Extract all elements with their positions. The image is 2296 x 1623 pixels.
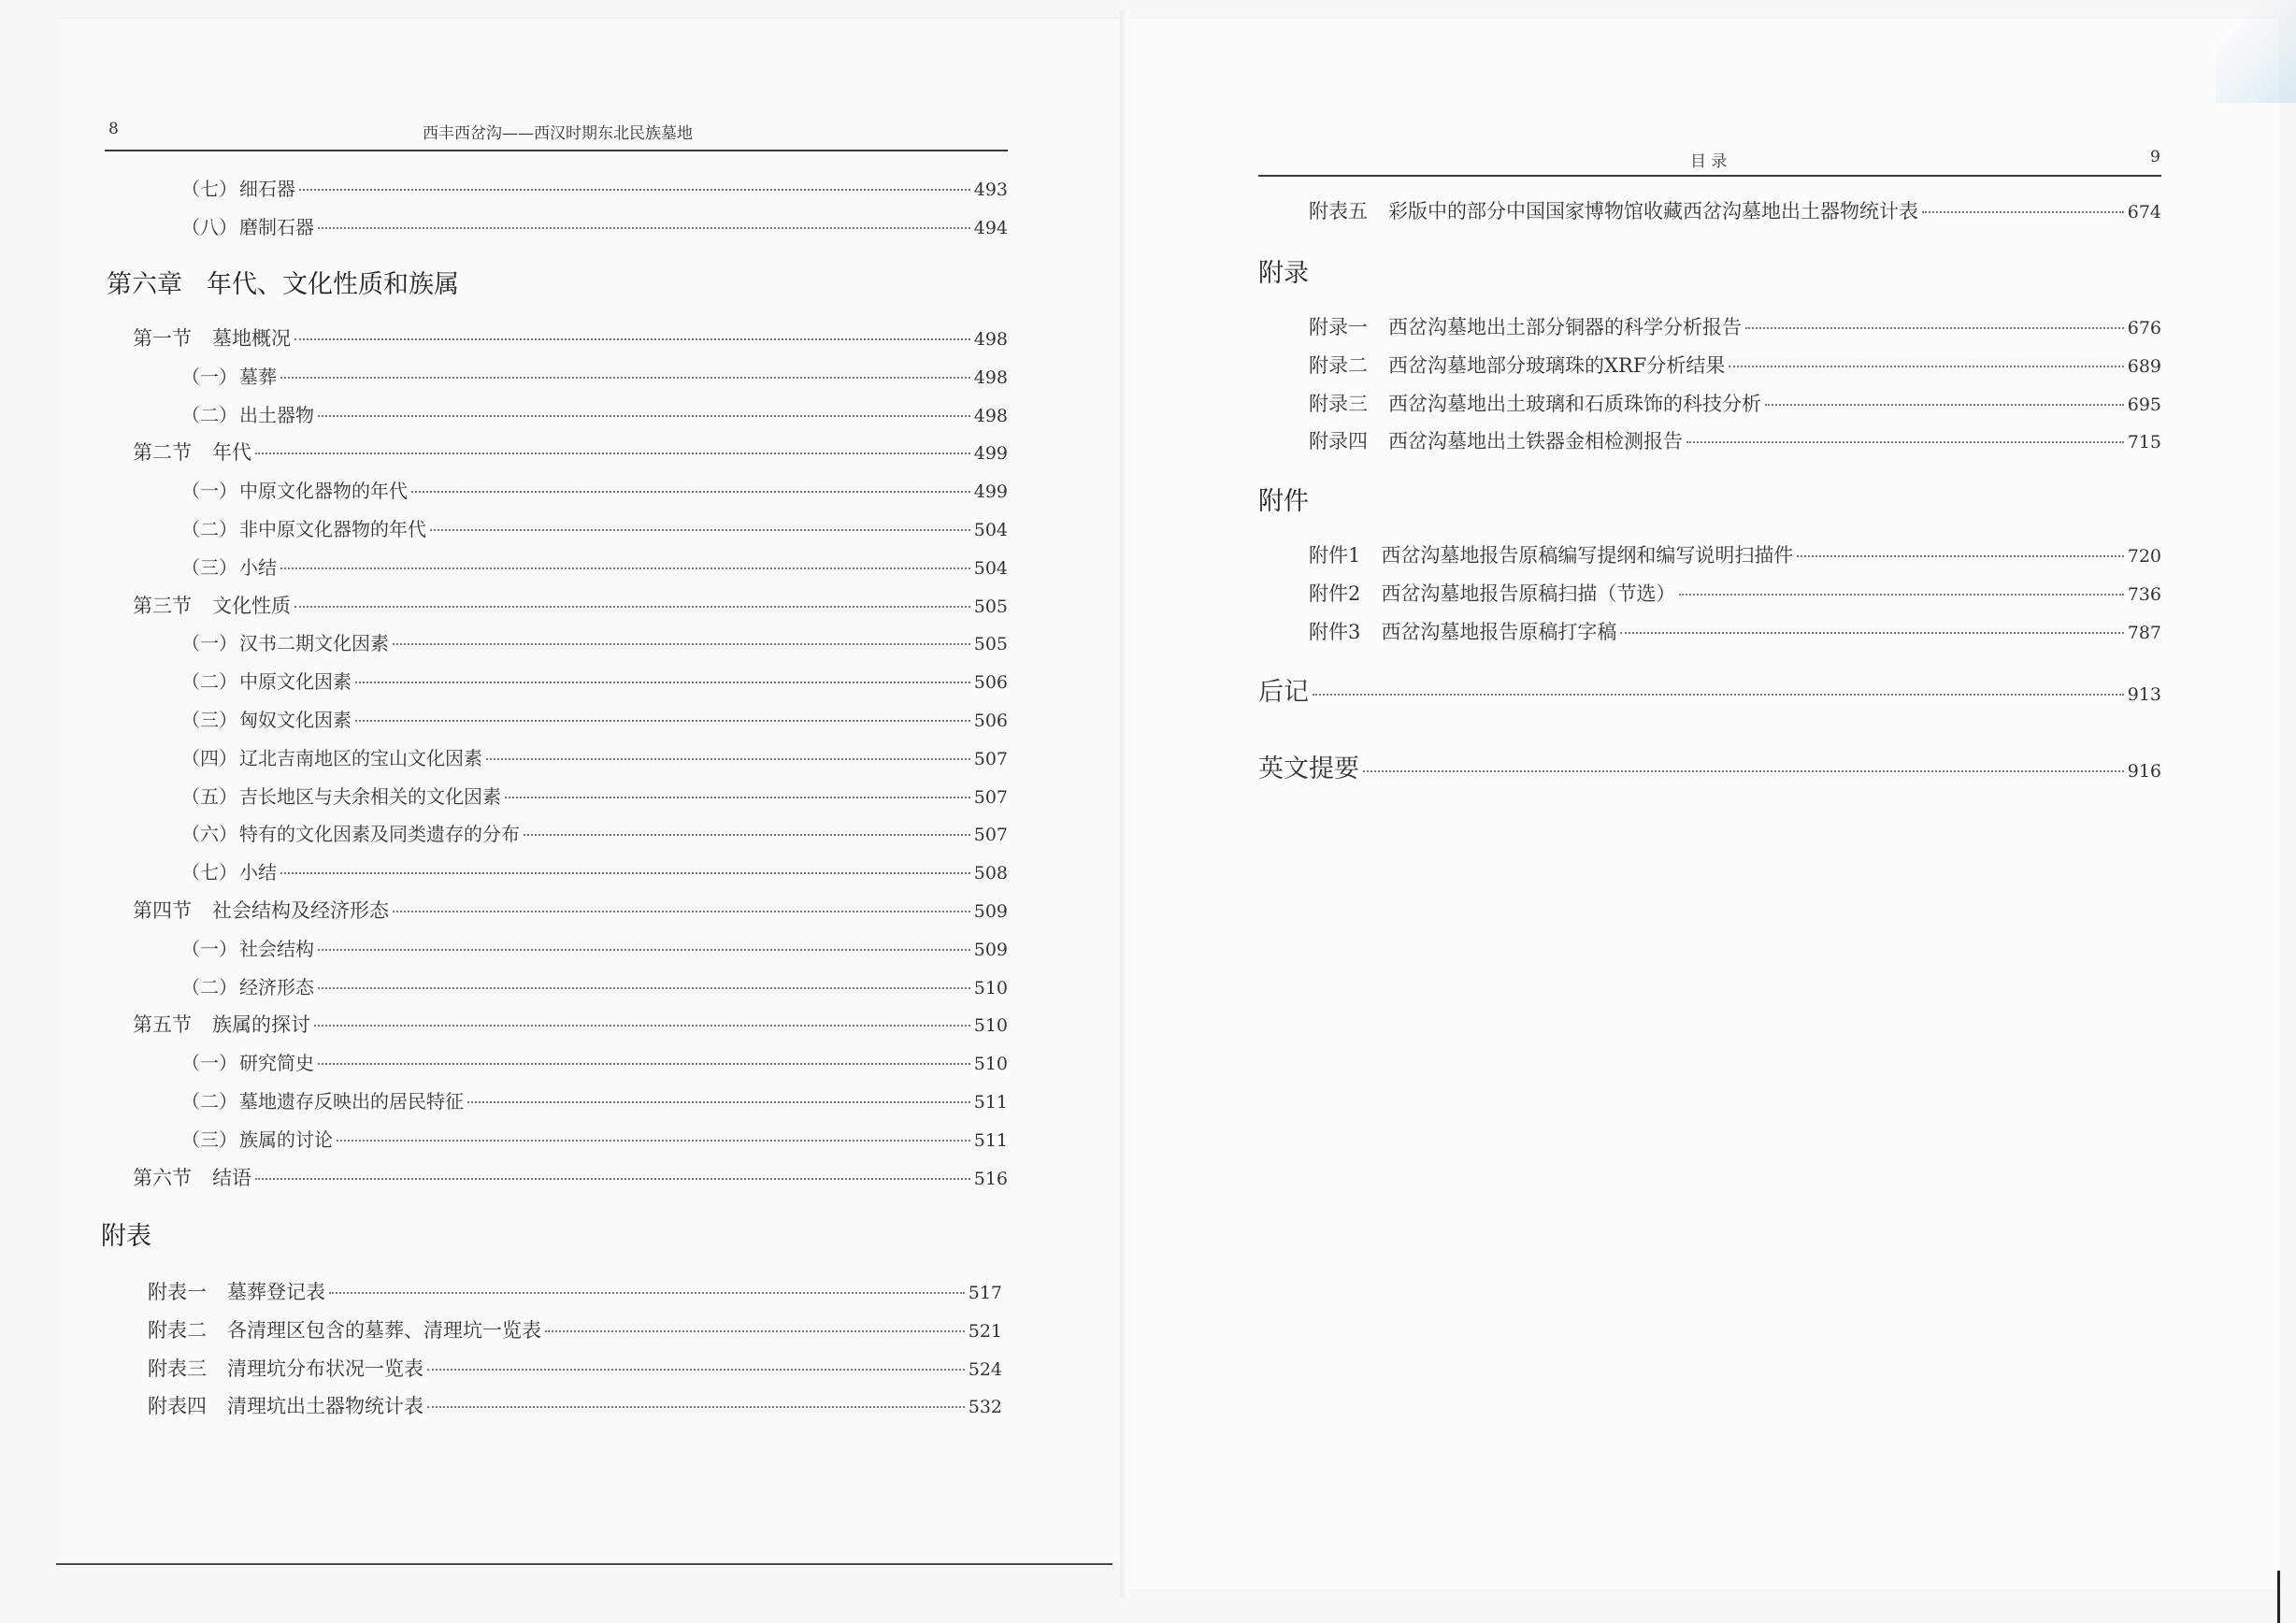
entry-title: 墓葬 xyxy=(239,365,277,388)
entry-number: （六） xyxy=(181,823,237,846)
entry-title: 西岔沟墓地部分玻璃珠的XRF分析结果 xyxy=(1388,353,1726,377)
toc-entry[interactable] xyxy=(1309,426,2161,454)
entry-title: 年代 xyxy=(212,441,251,465)
entry-title: 匈奴文化因素 xyxy=(239,709,352,731)
toc-section[interactable] xyxy=(133,1163,1008,1191)
dot-leader xyxy=(318,1063,970,1065)
toc-entry[interactable] xyxy=(148,1391,1002,1419)
toc-entry[interactable] xyxy=(181,972,1008,999)
toc-entry[interactable] xyxy=(148,1315,1002,1343)
toc-entry[interactable] xyxy=(1309,389,2161,417)
entry-page-number: 517 xyxy=(968,1283,1002,1303)
entry-page-number: 736 xyxy=(2127,583,2161,605)
entry-page-number: 511 xyxy=(973,1092,1008,1113)
entry-title: 非中原文化器物的年代 xyxy=(239,518,426,540)
entry-title: 社会结构及经济形态 xyxy=(212,899,389,922)
dot-leader xyxy=(294,338,970,340)
entry-page-number: 508 xyxy=(973,863,1008,884)
entry-title: 小结 xyxy=(239,861,277,884)
entry-page-number: 510 xyxy=(973,1015,1008,1037)
dot-leader xyxy=(280,567,970,569)
entry-page-number: 507 xyxy=(973,786,1008,808)
entry-number: 附表二 xyxy=(148,1318,207,1342)
toc-entry[interactable] xyxy=(181,1125,1008,1152)
page-bottom-edge xyxy=(56,1563,1112,1565)
toc-entry[interactable] xyxy=(1309,351,2161,379)
toc-entry[interactable] xyxy=(181,667,1008,694)
entry-number: 附表一 xyxy=(148,1281,207,1303)
toc-entry[interactable] xyxy=(181,628,1008,655)
dot-leader xyxy=(1797,555,2123,557)
right-page-number: 9 xyxy=(2150,148,2160,166)
entry-page-number: 913 xyxy=(2127,684,2161,705)
entry-number: 第一节 xyxy=(133,327,192,350)
dot-leader xyxy=(280,872,970,874)
entry-number: （二） xyxy=(181,670,237,694)
entry-page-number: 509 xyxy=(973,939,1008,960)
dot-leader xyxy=(1765,404,2124,406)
appendix-tables-heading: 附表 xyxy=(101,1222,151,1251)
entry-title: 西岔沟墓地报告原稿编写提纲和编写说明扫描件 xyxy=(1381,544,1794,567)
entry-page-number: 509 xyxy=(973,901,1008,922)
toc-entry[interactable] xyxy=(1309,579,2161,607)
entry-page-number: 510 xyxy=(973,1054,1008,1075)
toc-entry[interactable] xyxy=(181,400,1008,427)
entry-title: 西岔沟墓地出土部分铜器的科学分析报告 xyxy=(1388,316,1742,338)
entry-page-number: 720 xyxy=(2127,546,2161,567)
left-header-rule xyxy=(105,150,1008,151)
entry-title: 研究简史 xyxy=(239,1052,314,1075)
toc-entry[interactable] xyxy=(181,934,1008,961)
chapter-title: 年代、文化性质和族属 xyxy=(207,270,459,299)
entry-number: （三） xyxy=(181,555,237,579)
entry-number: 第五节 xyxy=(133,1013,192,1037)
entry-title: 细石器 xyxy=(239,178,295,200)
entry-number: 第三节 xyxy=(133,594,192,617)
entry-page-number: 715 xyxy=(2127,432,2161,453)
dot-leader xyxy=(318,415,970,417)
scan-corner-shade xyxy=(2216,0,2296,103)
toc-entry[interactable] xyxy=(181,857,1008,884)
entry-number: （五） xyxy=(181,784,237,808)
entry-title: 西岔沟墓地报告原稿扫描（节选） xyxy=(1381,582,1676,605)
dot-leader xyxy=(355,682,970,683)
toc-entry[interactable] xyxy=(1309,540,2161,568)
entry-number: 附表四 xyxy=(148,1395,207,1418)
toc-section[interactable] xyxy=(133,896,1008,924)
entry-title: 文化性质 xyxy=(212,594,291,617)
dot-leader xyxy=(1620,632,2123,634)
dot-leader xyxy=(314,1025,970,1027)
dot-leader xyxy=(318,227,970,229)
toc-entry[interactable] xyxy=(1309,617,2161,645)
entry-page-number: 498 xyxy=(973,405,1008,426)
dot-leader xyxy=(393,643,970,645)
toc-entry[interactable] xyxy=(181,514,1008,541)
entry-page-number: 504 xyxy=(973,520,1008,540)
entry-page-number: 689 xyxy=(2127,355,2161,377)
entry-title: 西岔沟墓地报告原稿打字稿 xyxy=(1381,620,1617,643)
entry-title: 汉书二期文化因素 xyxy=(239,632,389,655)
dot-leader xyxy=(524,834,970,836)
entry-title: 西岔沟墓地出土玻璃和石质珠饰的科技分析 xyxy=(1388,392,1761,415)
postscript-entry[interactable] xyxy=(1258,671,2161,708)
entry-number: 附件2 xyxy=(1309,582,1361,605)
toc-entry[interactable] xyxy=(1309,196,2161,224)
entry-number: 附录一 xyxy=(1309,316,1368,338)
entry-page-number: 494 xyxy=(973,218,1008,238)
dot-leader xyxy=(1922,211,2124,213)
entry-title: 社会结构 xyxy=(239,937,314,960)
entry-title: 清理坑分布状况一览表 xyxy=(227,1357,423,1380)
dot-leader xyxy=(299,189,970,191)
dot-leader xyxy=(318,949,970,951)
entry-page-number: 493 xyxy=(973,180,1008,200)
toc-entry[interactable] xyxy=(181,174,1008,201)
right-header-rule xyxy=(1258,175,2161,177)
entry-number: （一） xyxy=(181,937,237,960)
toc-entry[interactable] xyxy=(181,705,1008,732)
entry-title: 后记 xyxy=(1258,678,1309,707)
dot-leader xyxy=(393,911,970,912)
entry-number: 附录三 xyxy=(1309,392,1368,415)
dot-leader xyxy=(329,1292,965,1294)
dot-leader xyxy=(545,1330,965,1332)
toc-entry[interactable] xyxy=(181,212,1008,239)
entry-title: 中原文化因素 xyxy=(239,670,352,694)
dot-leader xyxy=(486,758,970,760)
dot-leader xyxy=(427,1369,965,1371)
entry-page-number: 676 xyxy=(2127,318,2161,338)
toc-section[interactable] xyxy=(133,1010,1008,1038)
entry-title: 族属的探讨 xyxy=(212,1013,310,1037)
entry-title: 墓地遗存反映出的居民特征 xyxy=(239,1090,464,1113)
entry-title: 经济形态 xyxy=(239,975,314,998)
entry-number: （一） xyxy=(181,632,237,655)
entry-number: 附件1 xyxy=(1309,544,1361,567)
entry-title: 吉长地区与夫余相关的文化因素 xyxy=(239,784,501,808)
toc-entry[interactable] xyxy=(181,743,1008,770)
entry-number: 附表五 xyxy=(1309,200,1368,223)
dot-leader xyxy=(505,797,970,798)
entry-page-number: 505 xyxy=(973,634,1008,655)
entry-number: （七） xyxy=(181,178,237,200)
entry-page-number: 532 xyxy=(968,1397,1002,1418)
entry-number: 第四节 xyxy=(133,899,192,922)
entry-page-number: 674 xyxy=(2127,202,2161,223)
left-running-head: 西丰西岔沟——西汉时期东北民族墓地 xyxy=(423,124,693,143)
entry-number: （三） xyxy=(181,709,237,731)
entry-title: 特有的文化因素及同类遗存的分布 xyxy=(239,823,520,846)
entry-title: 出土器物 xyxy=(239,403,314,426)
toc-section[interactable] xyxy=(133,323,1008,352)
entry-page-number: 498 xyxy=(973,366,1008,388)
entry-page-number: 499 xyxy=(973,481,1008,503)
toc-section[interactable] xyxy=(133,591,1008,619)
entry-page-number: 506 xyxy=(973,672,1008,694)
entry-page-number: 505 xyxy=(973,596,1008,617)
entry-number: 附录二 xyxy=(1309,353,1368,377)
dot-leader xyxy=(1679,594,2123,596)
toc-entry[interactable] xyxy=(1309,312,2161,340)
entry-number: （三） xyxy=(181,1127,237,1151)
entry-page-number: 507 xyxy=(973,825,1008,846)
toc-entry[interactable] xyxy=(181,782,1008,809)
dot-leader xyxy=(1363,770,2124,772)
dot-leader xyxy=(467,1101,970,1103)
toc-entry[interactable] xyxy=(181,819,1008,846)
entry-number: （二） xyxy=(181,518,237,540)
dot-leader xyxy=(1686,441,2124,443)
entry-title: 彩版中的部分中国国家博物馆收藏西岔沟墓地出土器物统计表 xyxy=(1388,200,1918,223)
entry-title: 英文提要 xyxy=(1258,754,1359,783)
dot-leader xyxy=(427,1406,965,1408)
dot-leader xyxy=(1745,327,2124,329)
entry-number: 第六节 xyxy=(133,1166,192,1189)
entry-title: 西岔沟墓地出土铁器金相检测报告 xyxy=(1388,430,1683,453)
entry-title: 墓地概况 xyxy=(212,327,291,350)
entry-title: 辽北吉南地区的宝山文化因素 xyxy=(239,746,482,769)
entry-number: （七） xyxy=(181,861,237,884)
dot-leader xyxy=(294,606,970,608)
dot-leader xyxy=(1729,366,2123,367)
right-running-head: 目 录 xyxy=(1690,152,1728,171)
entry-number: 附表三 xyxy=(148,1357,207,1380)
entry-title: 各清理区包含的墓葬、清理坑一览表 xyxy=(227,1318,541,1342)
entry-page-number: 499 xyxy=(973,443,1008,465)
entry-page-number: 507 xyxy=(973,748,1008,769)
dot-leader xyxy=(318,987,970,989)
toc-entry[interactable] xyxy=(148,1354,1002,1382)
entry-page-number: 510 xyxy=(973,977,1008,998)
attachments-heading: 附件 xyxy=(1258,487,1309,516)
entry-page-number: 504 xyxy=(973,557,1008,579)
scan-edge-mark xyxy=(2277,1571,2280,1623)
entry-title: 结语 xyxy=(212,1166,251,1189)
dot-leader xyxy=(337,1140,970,1142)
left-page-number: 8 xyxy=(108,120,119,138)
entry-title: 磨制石器 xyxy=(239,216,314,238)
entry-title: 族属的讨论 xyxy=(239,1127,333,1151)
entry-number: （二） xyxy=(181,975,237,998)
entry-number: （一） xyxy=(181,1052,237,1075)
entry-title: 清理坑出土器物统计表 xyxy=(227,1395,423,1418)
entry-title: 墓葬登记表 xyxy=(227,1281,325,1303)
dot-leader xyxy=(280,377,970,379)
chapter-heading[interactable] xyxy=(107,264,459,300)
toc-section[interactable] xyxy=(133,438,1008,466)
toc-entry[interactable] xyxy=(181,1048,1008,1075)
chapter-number: 第六章 xyxy=(107,270,182,299)
entry-number: （八） xyxy=(181,216,237,238)
entry-page-number: 511 xyxy=(973,1129,1008,1151)
toc-entry[interactable] xyxy=(181,1086,1008,1113)
dot-leader xyxy=(255,1178,970,1180)
entry-page-number: 498 xyxy=(973,329,1008,350)
english-abstract-entry[interactable] xyxy=(1258,748,2161,784)
entry-number: （一） xyxy=(181,480,237,503)
entry-title: 小结 xyxy=(239,555,277,579)
appendix-records-heading: 附录 xyxy=(1258,259,1309,288)
entry-title: 中原文化器物的年代 xyxy=(239,480,408,503)
entry-page-number: 506 xyxy=(973,711,1008,731)
entry-number: 附录四 xyxy=(1309,430,1368,453)
entry-page-number: 916 xyxy=(2127,761,2161,782)
dot-leader xyxy=(411,491,970,493)
entry-page-number: 524 xyxy=(968,1358,1002,1380)
book-gutter xyxy=(1120,9,1129,1599)
toc-entry[interactable] xyxy=(181,476,1008,503)
toc-entry[interactable] xyxy=(181,553,1008,580)
dot-leader xyxy=(430,529,970,531)
entry-page-number: 787 xyxy=(2127,622,2161,643)
dot-leader xyxy=(355,720,970,722)
entry-number: 第二节 xyxy=(133,441,192,465)
toc-entry[interactable] xyxy=(148,1277,1002,1305)
entry-number: （二） xyxy=(181,1090,237,1113)
entry-page-number: 516 xyxy=(973,1168,1008,1189)
toc-entry[interactable] xyxy=(181,362,1008,389)
entry-page-number: 695 xyxy=(2127,394,2161,415)
dot-leader xyxy=(255,452,970,454)
entry-number: （四） xyxy=(181,746,237,769)
entry-number: （一） xyxy=(181,365,237,388)
entry-number: 附件3 xyxy=(1309,620,1361,643)
entry-number: （二） xyxy=(181,403,237,426)
entry-page-number: 521 xyxy=(968,1320,1002,1342)
dot-leader xyxy=(1313,694,2124,696)
